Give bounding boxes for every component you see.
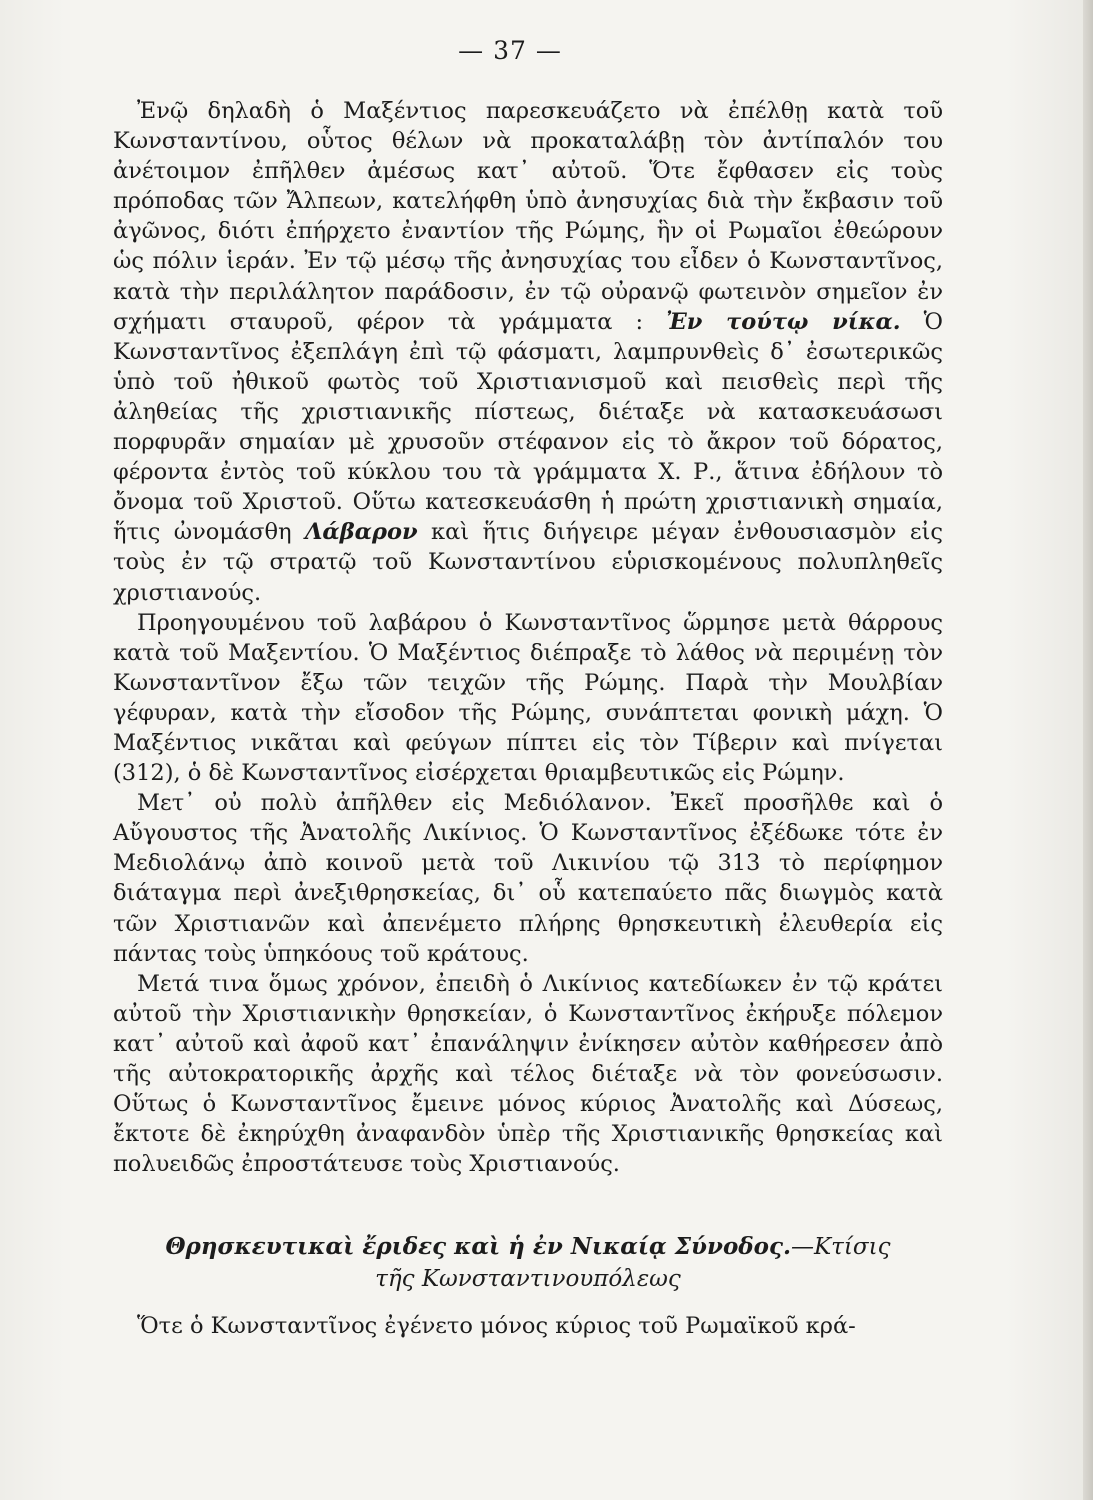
section-heading-part1: Θρησκευτικαὶ ἔριδες καὶ ἡ ἐν Νικαίᾳ Σύνοδος.	[165, 1233, 791, 1261]
paragraph-1-text-end: καὶ ἥτις διήγειρε μέγαν ἐνθουσιασμὸν εἰς τοὺς ἐν τῷ στρατῷ τοῦ Κωνσταντίνου εὑρισκομένους πολυπληθεῖς χριστιανούς.	[113, 519, 943, 606]
paragraph-4: Μετά τινα ὅμως χρόνον, ἐπειδὴ ὁ Λικίνιος κατεδίωκεν ἐν τῷ κράτει αὐτοῦ τὴν Χριστιανικὴν θρησκείαν, ὁ Κωνσταντῖνος ἐκήρυξε πόλεμον κατ᾽ αὐτοῦ καὶ ἀφοῦ κατ᾽ ἐπανάληψιν ἐνίκησεν αὐτὸν καθήρεσεν ἀπὸ τῆς αὐτοκρατορικῆς ἀρχῆς καὶ τέλος διέταξε νὰ τὸν φονεύσωσιν. Οὕτως ὁ Κωνσταντῖνος ἔμεινε μόνος κύριος Ἀνατολῆς καὶ Δύσεως, ἔκτοτε δὲ ἐκηρύχθη ἀναφανδὸν ὑπὲρ τῆς Χριστιανικῆς θρησκείας καὶ πολυειδῶς ἐπροστάτευσε τοὺς Χριστιανούς.	[113, 970, 943, 1178]
emphasis-labaron: Λάβαρον	[304, 519, 418, 546]
section-heading-part2: —Κτίσις	[790, 1234, 891, 1261]
page-binding-edge	[1083, 0, 1093, 1500]
paragraph-3: Μετ᾽ οὐ πολὺ ἀπῆλθεν εἰς Μεδιόλανον. Ἐκεῖ προσῆλθε καὶ ὁ Αὔγουστος τῆς Ἀνατολῆς Λικίνιος. Ὁ Κωνσταντῖνος ἐξέδωκε τότε ἐν Μεδιολάνῳ ἀπὸ κοινοῦ μετὰ τοῦ Λικινίου τῷ 313 τὸ περίφημον διάταγμα περὶ ἀνεξιθρησκείας, δι᾽ οὗ κατεπαύετο πᾶς διωγμὸς κατὰ τῶν Χριστιανῶν καὶ ἀπενέμετο πλήρης θρησκευτικὴ ἐλευθερία εἰς πάντας τοὺς ὑπηκόους τοῦ κράτους.	[113, 790, 943, 967]
text-body	[113, 96, 943, 1341]
paragraph-1	[113, 96, 943, 608]
section-heading-part3: τῆς Κωνσταντινουπόλεως	[375, 1266, 681, 1293]
paragraph-1-text-cont: Ὁ Κωνσταντῖνος ἐξεπλάγη ἐπὶ τῷ φάσματι, λαμπρυνθεὶς δ᾽ ἐσωτερικῶς ὑπὸ τοῦ ἠθικοῦ φωτὸς τοῦ Χριστιανισμοῦ καὶ πεισθεὶς περὶ τῆς ἀληθείας τῆς χριστιανικῆς πίστεως, διέταξε νὰ κατασκευάσωσι πορφυρᾶν σημαίαν μὲ χρυσοῦν στέφανον εἰς τὸ ἄκρον τοῦ δόρατος, φέροντα ἐντὸς τοῦ κύκλου του τὰ γράμματα Χ. Ρ., ἅτινα ἐδήλουν τὸ ὄνομα τοῦ Χριστοῦ. Οὕτω κατεσκευάσθη ἡ πρώτη χριστιανικὴ σημαία, ἥτις ὠνομάσθη	[113, 308, 943, 546]
paragraph-1-text: Ἐνῷ δηλαδὴ ὁ Μαξέντιος παρεσκευάζετο νὰ ἐπέλθῃ κατὰ τοῦ Κωνσταντίνου, οὗτος θέλων νὰ προκαταλάβῃ τὸν ἀντίπαλόν του ἀνέτοιμον ἐπῆλθεν ἀμέσως κατ᾽ αὐτοῦ. Ὅτε ἔφθασεν εἰς τοὺς πρόποδας τῶν Ἄλπεων, κατελήφθη ὑπὸ ἀνησυχίας διὰ τὴν ἔκβασιν τοῦ ἀγῶνος, διότι ἐπήρχετο ἐναντίον τῆς Ρώμης, ἣν οἱ Ρωμαῖοι ἐθεώρουν ὡς πόλιν ἱεράν. Ἐν τῷ μέσῳ τῆς ἀνησυχίας του εἶδεν ὁ Κωνσταντῖνος, κατὰ τὴν περιλάλητον παράδοσιν, ἐν τῷ οὐρανῷ φωτεινὸν σημεῖον ἐν σχήματι σταυροῦ, φέρον τὰ γράμματα :	[113, 98, 943, 335]
paragraph-2: Προηγουμένου τοῦ λαβάρου ὁ Κωνσταντῖνος ὥρμησε μετὰ θάρρους κατὰ τοῦ Μαξεντίου. Ὁ Μαξέντιος διέπραξε τὸ λάθος νὰ περιμένῃ τὸν Κωνσταντῖνον ἔξω τῶν τειχῶν τῆς Ρώμης. Παρὰ τὴν Μουλβίαν γέφυραν, κατὰ τὴν εἴσοδον τῆς Ρώμης, συνάπτεται φονικὴ μάχη. Ὁ Μαξέντιος νικᾶται καὶ φεύγων πίπτει εἰς τὸν Τίβεριν καὶ πνίγεται (312), ὁ δὲ Κωνσταντῖνος εἰσέρχεται θριαμβευτικῶς εἰς Ρώμην.	[113, 609, 943, 787]
paragraph-5: Ὅτε ὁ Κωνσταντῖνος ἐγένετο μόνος κύριος τοῦ Ρωμαϊκοῦ κρά-	[137, 1313, 856, 1340]
page-number: — 37 —	[458, 36, 562, 65]
section-heading	[113, 1231, 943, 1295]
emphasis-en-touto-nika: Ἐν τούτῳ νίκα.	[666, 308, 901, 335]
